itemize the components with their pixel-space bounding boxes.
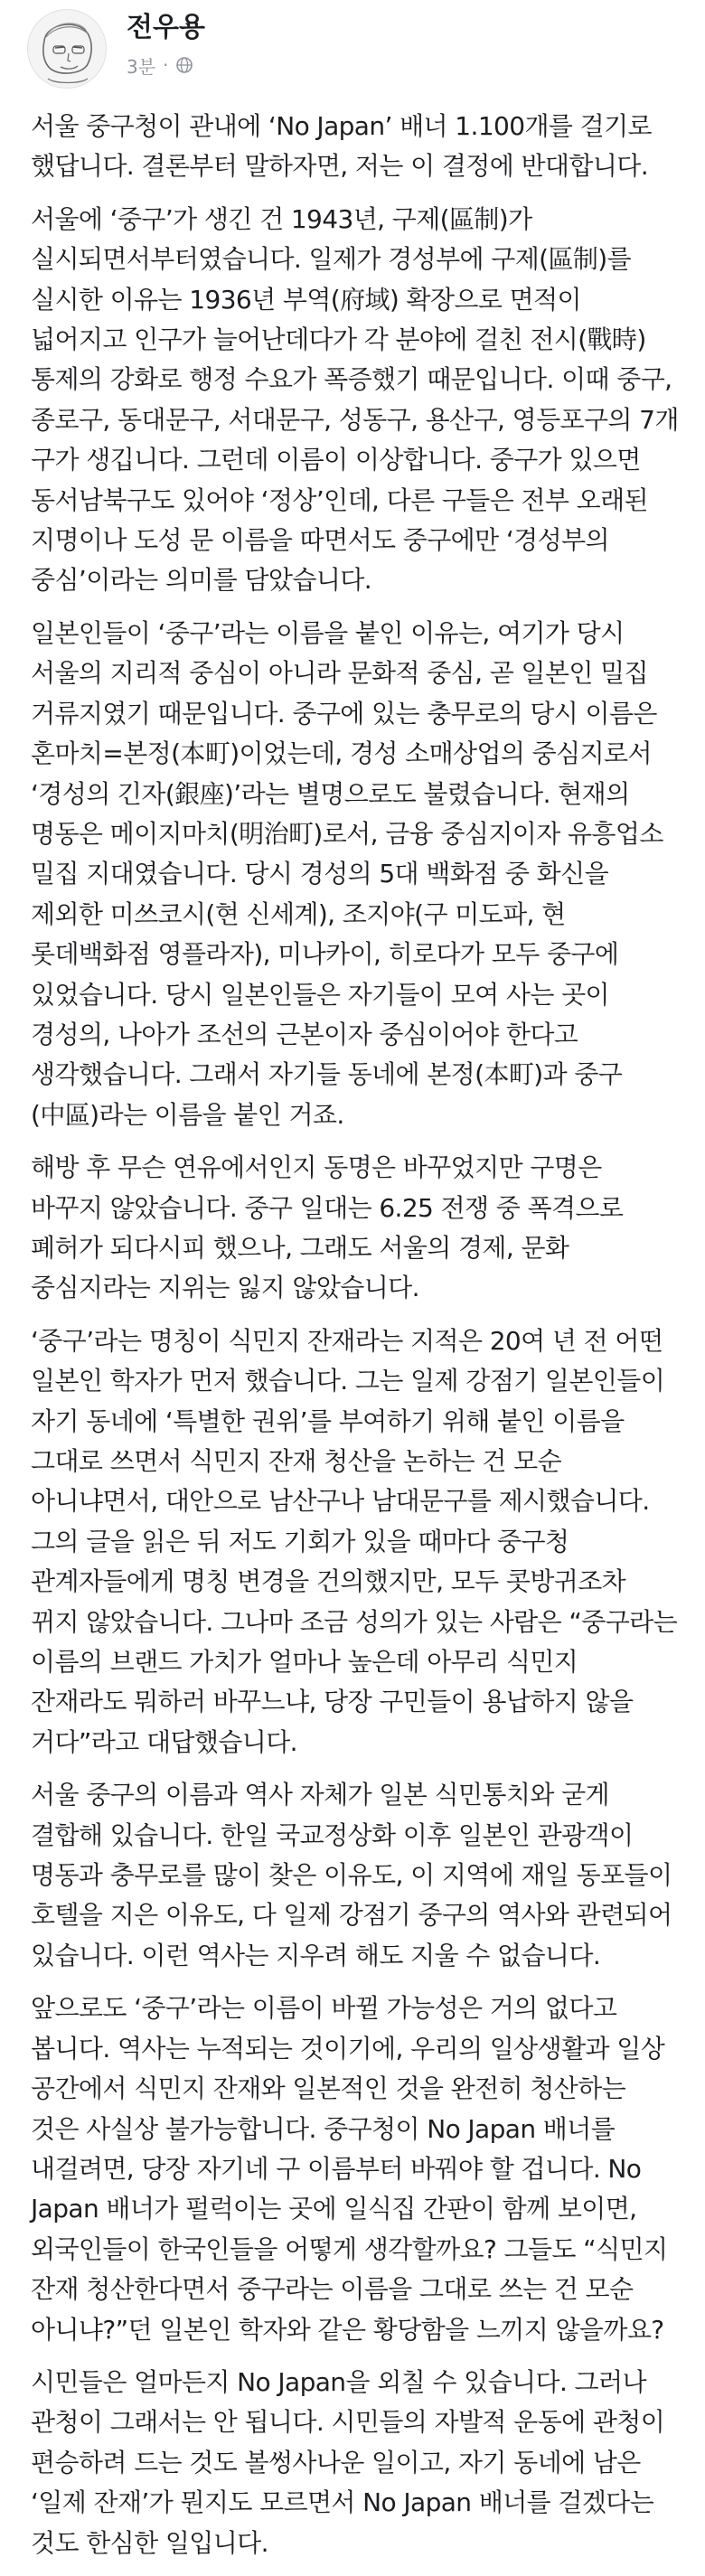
- meta-separator: ·: [163, 54, 169, 76]
- post-paragraph: 일본인들이 ‘중구’라는 이름을 붙인 이유는, 여기가 당시 서울의 지리적 중심이 아니라 문화적 중심, 곧 일본인 밀집 거류지였기 때문입니다. 중구에 있는 충무로의 당시 이름은 혼마치=본정(本町)이었는데, 경성 소매상업의 중심지로서 ‘경성의 긴자(銀座)’라는 별명으로도 불렸습니다. 현재의 명동은 메이지마치(明治町)로서, 금융 중심지이자 유흥업소 밀집 지대였습니다. 당시 경성의 5대 백화점 중 화신을 제외한 미쓰코시(현 신세계), 조지야(구 미도파, 현 롯데백화점 영플라자), 미나카이, 히로다가 모두 중구에 있었습니다. 당시 일본인들은 자기들이 모여 사는 곳이 경성의, 나아가 조선의 근본이자 중심이어야 한다고 생각했습니다. 그래서 자기들 동네에 본정(本町)과 중구(中區)라는 이름을 붙인 거죠.: [31, 617, 663, 1130]
- post-paragraph: 앞으로도 ‘중구’라는 이름이 바뀔 가능성은 거의 없다고 봅니다. 역사는 누적되는 것이기에, 우리의 일상생활과 일상 공간에서 식민지 잔재와 일본적인 것을 완전히 청산하는 것은 사실상 불가능합니다. 중구청이 No Japan 배너를 내걸려면, 당장 자기네 구 이름부터 바꿔야 할 겁니다. No Japan 배너가 펄럭이는 곳에 일식집 간판이 함께 보이면, 외국인들이 한국인들을 어떻게 생각할까요? 그들도 “식민지 잔재 청산한다면서 중구라는 이름을 그대로 쓰는 건 모순 아니냐?”던 일본인 학자와 같은 황당함을 느끼지 않을까요?: [31, 1993, 668, 2345]
- globe-icon[interactable]: [175, 56, 193, 74]
- post-paragraph: 해방 후 무슨 연유에서인지 동명은 바꾸었지만 구명은 바꾸지 않았습니다. 중구 일대는 6.25 전쟁 중 폭격으로 폐허가 되다시피 했으나, 그래도 서울의 경제, 문화 중심지라는 지위는 잃지 않았습니다.: [31, 1152, 624, 1303]
- post-paragraph: 서울에 ‘중구’가 생긴 건 1943년, 구제(區制)가 실시되면서부터였습니다. 일제가 경성부에 구제(區制)를 실시한 이유는 1936년 부역(府域) 확장으로 면적이 넓어지고 인구가 늘어난데다가 각 분야에 걸친 전시(戰時) 통제의 강화로 행정 수요가 폭증했기 때문입니다. 이때 중구, 종로구, 동대문구, 서대문구, 성동구, 용산구, 영등포구의 7개 구가 생깁니다. 그런데 이름이 이상합니다. 중구가 있으면 동서남북구도 있어야 ‘정상’인데, 다른 구들은 전부 오래된 지명이나 도성 문 이름을 따면서도 중구에만 ‘경성부의 중심’이라는 의미를 담았습니다.: [31, 203, 679, 596]
- post-paragraph: 서울 중구청이 관내에 ‘No Japan’ 배너 1.100개를 걸기로 했답니다. 결론부터 말하자면, 저는 이 결정에 반대합니다.: [31, 111, 653, 182]
- post-header: [0, 0, 705, 94]
- post-meta: [127, 52, 193, 78]
- author-name[interactable]: 전우용: [127, 12, 205, 43]
- post-paragraph: 시민들은 얼마든지 No Japan을 외칠 수 있습니다. 그러나 관청이 그래서는 안 됩니다. 시민들의 자발적 운동에 관청이 편승하려 드는 것도 볼썽사나운 일이고, 자기 동네에 남은 ‘일제 잔재’가 뭔지도 모르면서 No Japan 배너를 걸겠다는 것도 한심한 일입니다.: [31, 2366, 665, 2558]
- post-paragraph: 서울 중구의 이름과 역사 자체가 일본 식민통치와 굳게 결합해 있습니다. 한일 국교정상화 이후 일본인 관광객이 명동과 충무로를 많이 찾은 이유도, 이 지역에 재일 동포들이 호텔을 지은 이유도, 다 일제 강점기 중구의 역사와 관련되어 있습니다. 이런 역사는 지우려 해도 지울 수 없습니다.: [31, 1780, 672, 1970]
- avatar-sketch-image: [28, 10, 106, 88]
- post-body: [31, 107, 680, 2576]
- post-timestamp[interactable]: 3분: [127, 55, 156, 78]
- author-avatar[interactable]: [27, 9, 107, 89]
- post-paragraph: ‘중구’라는 명칭이 식민지 잔재라는 지적은 20여 년 전 어떤 일본인 학자가 먼저 했습니다. 그는 일제 강점기 일본인들이 자기 동네에 ‘특별한 권위’를 부여하기 위해 붙인 이름을 그대로 쓰면서 식민지 잔재 청산을 논하는 건 모순 아니냐면서, 대안으로 남산구나 남대문구를 제시했습니다. 그의 글을 읽은 뒤 저도 기회가 있을 때마다 중구청 관계자들에게 명칭 변경을 건의했지만, 모두 콧방귀조차 뀌지 않았습니다. 그나마 조금 성의가 있는 사람은 “중구라는 이름의 브랜드 가치가 얼마나 높은데 아무리 식민지 잔재라도 뭐하러 바꾸느냐, 당장 구민들이 용납하지 않을 거다”라고 대답했습니다.: [31, 1325, 678, 1757]
